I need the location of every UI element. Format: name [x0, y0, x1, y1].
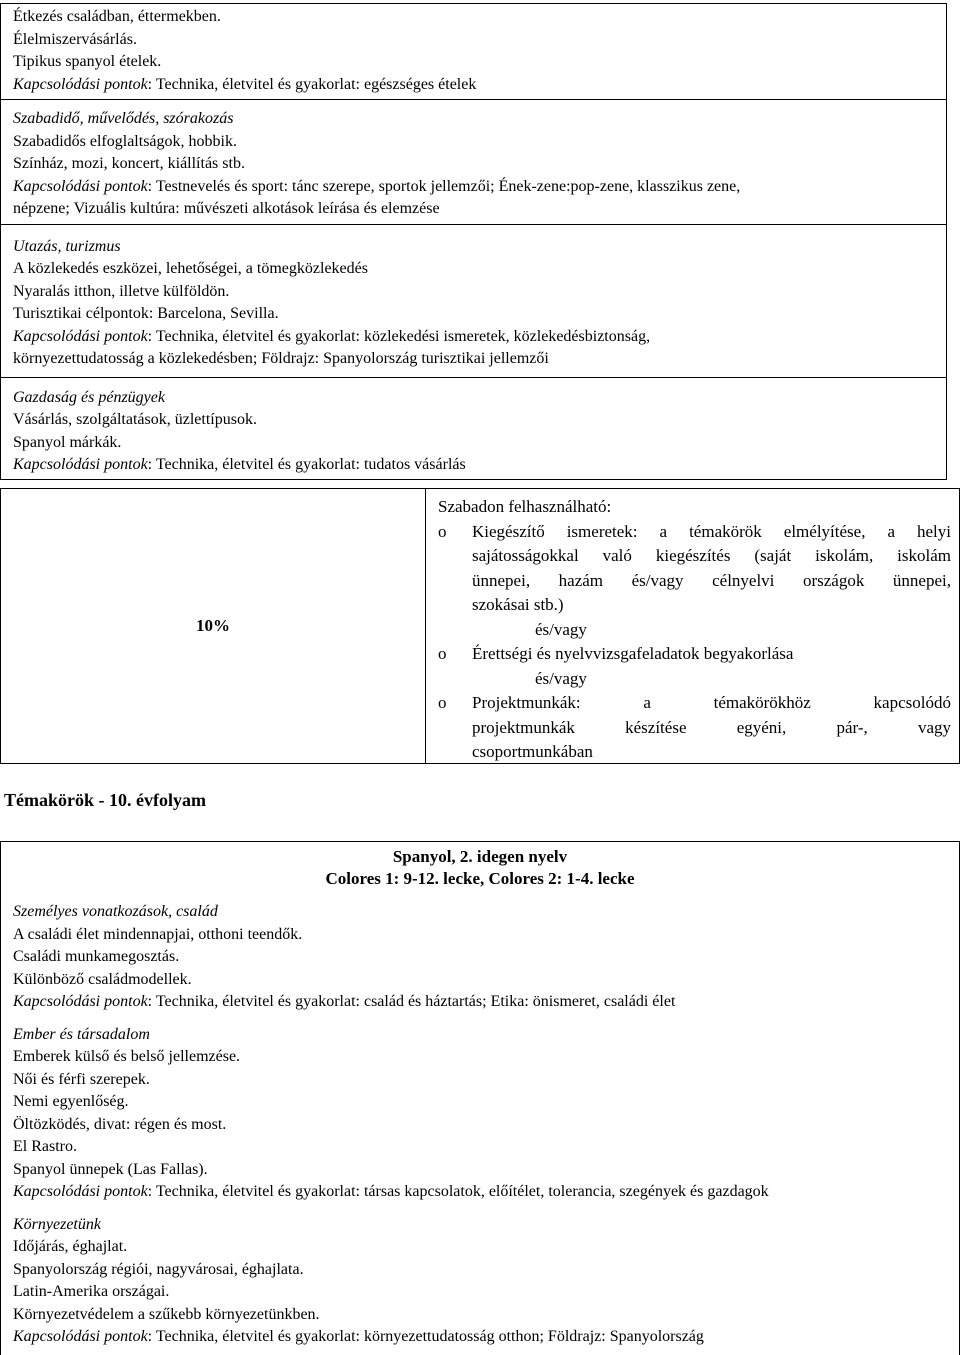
course-lessons: Colores 1: 9-12. lecke, Colores 2: 1-4. lecke [325, 869, 635, 888]
connection-points [13, 176, 934, 199]
food-section-cell [1, 4, 946, 100]
item-text: csoportmunkában [472, 742, 593, 761]
topic-line: Környezetvédelem a szűkebb környezetünkben. [13, 1305, 320, 1323]
topic-line: Élelmiszervásárlás. [13, 30, 137, 48]
connection-text: : Technika, életvitel és gyakorlat: közlekedési ismeretek, közlekedésbiztonság, [147, 327, 651, 345]
topic-line: Emberek külső és belső jellemzése. [13, 1048, 241, 1065]
item-text: Érettségi és nyelvvizsgafeladatok begyakorlása [472, 644, 794, 663]
connection-points [13, 326, 934, 349]
item-text: Projektmunkák: a témakörökhöz kapcsolódó [472, 693, 951, 712]
connection-text: : Technika, életvitel és gyakorlat: környezettudatosság otthon; Földrajz: Spanyolország [147, 1328, 704, 1345]
connection-text-cont: környezettudatosság a közlekedésben; Földrajz: Spanyolország turisztikai jellemzői [13, 350, 549, 367]
connection-label: Kapcsolódási pontok [13, 993, 148, 1010]
connection-text: : Technika, életvitel és gyakorlat: egészséges ételek [147, 75, 477, 93]
item-text: sajátosságokkal való kiegészítés (saját iskolám, iskolám [472, 546, 951, 565]
connection-text: : Testnevelés és sport: tánc szerepe, sportok jellemzői; Ének-zene:pop-zene, klasszikus zene, [147, 177, 741, 195]
topic-line: Spanyol márkák. [13, 433, 122, 451]
section-title: Személyes vonatkozások, család [13, 903, 218, 920]
topic-line: Színház, mozi, koncert, kiállítás stb. [13, 155, 245, 172]
connection-points [13, 1181, 947, 1204]
topic-line: Spanyol ünnepek (Las Fallas). [13, 1160, 208, 1178]
topic-line: Szabadidős elfoglaltságok, hobbik. [13, 132, 237, 150]
topic-line: Vásárlás, szolgáltatások, üzlettípusok. [13, 411, 257, 428]
environment-section [13, 1214, 947, 1349]
free-time-table [0, 488, 960, 764]
list-item [438, 520, 951, 618]
free-use-cell [426, 489, 959, 763]
connection-label: Kapcsolódási pontok [13, 1328, 148, 1345]
section-title: Környezetünk [13, 1215, 101, 1233]
course-title: Spanyol, 2. idegen nyelv [392, 847, 568, 866]
bullet-icon: o [438, 521, 447, 541]
topic-line: Turisztikai célpontok: Barcelona, Sevilla. [13, 305, 279, 322]
connection-label: Kapcsolódási pontok [13, 327, 148, 345]
topic-line: Időjárás, éghajlat. [13, 1238, 128, 1255]
topic-line: El Rastro. [13, 1138, 77, 1155]
section-title: Ember és társadalom [13, 1025, 150, 1043]
topic-line: Öltözködés, divat: régen és most. [13, 1115, 227, 1133]
topic-line: Étkezés családban, éttermekben. [13, 8, 221, 25]
travel-section-cell [1, 225, 946, 378]
section-title: Gazdaság és pénzügyek [13, 388, 165, 406]
leisure-section-cell [1, 100, 946, 225]
topic-line: Nyaralás itthon, illetve külföldön. [13, 282, 230, 300]
connection-label: Kapcsolódási pontok [13, 1183, 148, 1200]
topics-table-continued [0, 3, 947, 480]
or-connector: és/vagy [535, 668, 587, 688]
percentage-value: 10% [196, 615, 230, 635]
topic-line: Családi munkamegosztás. [13, 948, 180, 965]
connection-points [13, 1326, 947, 1349]
section-title: Szabadidő, művelődés, szórakozás [13, 110, 234, 127]
topic-line: A családi élet mindennapjai, otthoni teendők. [13, 925, 303, 943]
bullet-icon: o [438, 644, 447, 663]
topic-line: Női és férfi szerepek. [13, 1070, 150, 1088]
economy-section-cell [1, 378, 946, 479]
connection-text: : Technika, életvitel és gyakorlat: tudatos vásárlás [147, 456, 466, 473]
item-text: szokásai stb.) [472, 595, 564, 614]
topic-line: Tipikus spanyol ételek. [13, 53, 162, 70]
topic-line: Latin-Amerika országai. [13, 1283, 170, 1300]
connection-label: Kapcsolódási pontok [13, 75, 148, 93]
family-section [13, 901, 947, 1014]
percentage-cell [1, 489, 426, 763]
topic-line: Spanyolország régiói, nagyvárosai, éghajlata. [13, 1260, 304, 1278]
society-section [13, 1024, 947, 1204]
topic-line: A közlekedés eszközei, lehetőségei, a tömegközlekedés [13, 260, 368, 277]
connection-text: : Technika, életvitel és gyakorlat: társas kapcsolatok, előítélet, tolerancia, szegények és gazdagok [147, 1183, 769, 1200]
list-item [438, 691, 951, 765]
item-text: projektmunkák készítése egyéni, pár-, vagy [472, 717, 951, 737]
grade-10-topics-table [0, 841, 960, 1355]
course-header [13, 842, 947, 890]
grade-title: Témakörök - 10. évfolyam [4, 790, 206, 810]
item-text: ünnepei, hazám és/vagy célnyelvi országok ünnepei, [472, 570, 951, 590]
topic-line: Nemi egyenlőség. [13, 1093, 129, 1110]
bullet-icon: o [438, 693, 447, 712]
connection-text: : Technika, életvitel és gyakorlat: család és háztartás; Etika: önismeret, családi élet [147, 993, 676, 1010]
connection-points [13, 454, 934, 477]
item-text: Kiegészítő ismeretek: a témakörök elmélyítése, a helyi [472, 521, 951, 541]
list-item [438, 642, 951, 667]
section-title: Utazás, turizmus [13, 237, 121, 255]
connection-label: Kapcsolódási pontok [13, 177, 148, 195]
topic-line: Különböző családmodellek. [13, 970, 192, 988]
or-connector: és/vagy [535, 619, 587, 639]
free-use-heading: Szabadon felhasználható: [438, 497, 612, 516]
connection-label: Kapcsolódási pontok [13, 456, 148, 473]
connection-points [13, 74, 934, 97]
connection-text-cont: népzene; Vizuális kultúra: művészeti alkotások leírása és elemzése [13, 200, 440, 217]
connection-points [13, 991, 947, 1014]
